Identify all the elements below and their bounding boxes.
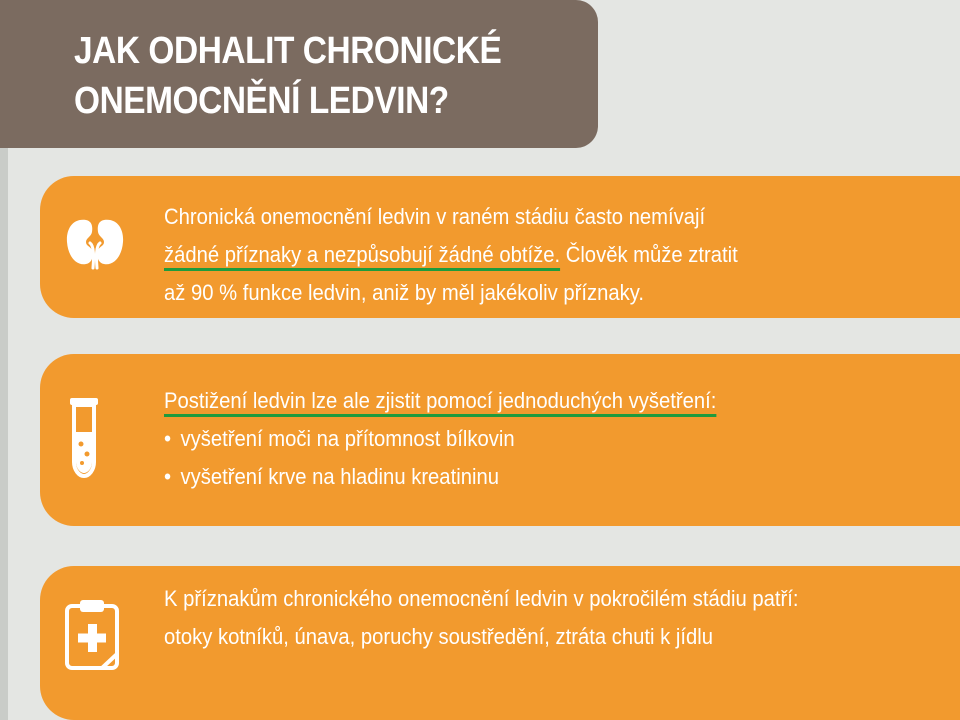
card-1-line-2-rest: Člověk může ztratit — [560, 242, 738, 267]
card-3-line-2: otoky kotníků, únava, poruchy soustředění, ztráta chuti k jídlu — [164, 624, 714, 649]
test-tube-icon — [64, 396, 104, 485]
info-card-advanced-symptoms — [40, 566, 960, 720]
page-title — [74, 26, 501, 126]
card-3-text — [164, 580, 878, 656]
card-1-underlined-text: žádné příznaky a nezpůsobují žádné obtíže. — [164, 242, 561, 267]
title-line-2: ONEMOCNĚNÍ LEDVIN? — [74, 80, 449, 122]
card-1-line-1: Chronická onemocnění ledvin v raném stádiu často nemívají — [164, 204, 706, 229]
card-2-heading: Postižení ledvin lze ale zjistit pomocí jednoduchých vyšetření: — [164, 388, 717, 413]
medical-clipboard-icon — [64, 598, 120, 675]
info-card-tests — [40, 354, 960, 526]
kidneys-icon — [64, 216, 126, 275]
card-1-line-3: až 90 % funkce ledvin, aniž by měl jakékoliv příznaky. — [164, 280, 644, 305]
header-banner — [0, 0, 598, 148]
tests-list — [164, 420, 878, 496]
list-item: • vyšetření moči na přítomnost bílkovin — [164, 420, 878, 458]
info-card-no-symptoms — [40, 176, 960, 318]
card-3-line-1: K příznakům chronického onemocnění ledvin v pokročilém stádiu patří: — [164, 586, 799, 611]
title-line-1: JAK ODHALIT CHRONICKÉ — [74, 30, 502, 72]
card-1-line-2 — [164, 236, 878, 274]
list-item: • vyšetření krve na hladinu kreatininu — [164, 458, 878, 496]
card-2-text — [164, 382, 878, 496]
card-1-text — [164, 198, 878, 312]
